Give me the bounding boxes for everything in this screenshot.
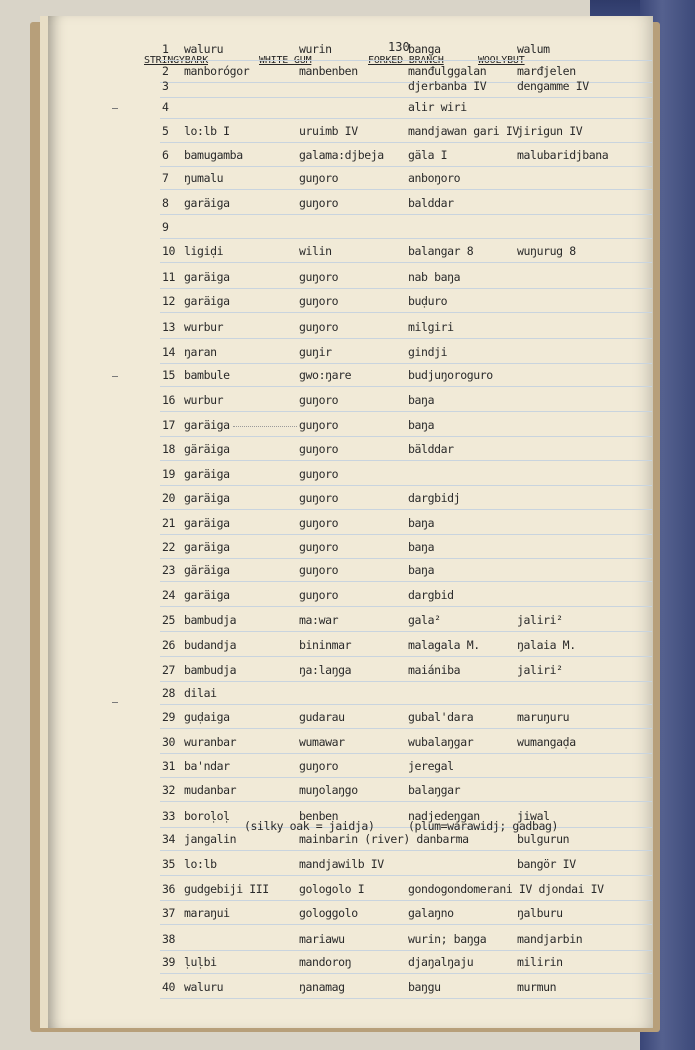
cell-c3: maiániba [408,663,461,677]
row-number: 33 [162,809,176,823]
cell-c4: ŋalaia M. [517,638,576,652]
cell-c1: manborógor [184,64,250,78]
cell-c1: ŋumalu [184,171,224,185]
cell-c1: jangalin [184,832,237,846]
cell-c4: walum [517,42,550,56]
cell-c2: gwo:ŋare [299,368,352,382]
cell-c2: galama:djbeja [299,148,384,162]
cell-c2: guŋoro [299,588,339,602]
table-row [160,926,652,951]
table-row [160,851,652,876]
cell-c3: anboŋoro [408,171,461,185]
cell-c2: guŋoro [299,540,339,554]
sub-note-right: (plum=warawidj; gadbag) [408,819,559,833]
cell-c2: guŋoro [299,563,339,577]
row-number: 5 [162,124,169,138]
cell-c3: baŋa [408,563,435,577]
row-number: 34 [162,832,176,846]
column-header-forked-branch: FORKED BRANCH [368,55,444,66]
notebook-page [40,16,653,1028]
cell-c2: mariawu [299,932,345,946]
table-row [160,582,652,607]
cell-c3: djerbanba IV [408,79,487,93]
cell-c1: garäiga [184,270,230,284]
row-number: 22 [162,540,176,554]
cell-c2: guŋoro [299,171,339,185]
row-number: 12 [162,294,176,308]
cell-c2: guŋoro [299,196,339,210]
cell-c3: budjuŋoroguro [408,368,493,382]
cell-c2: gologolo I [299,882,365,896]
cell-c3: baŋa [408,540,435,554]
cell-c2: wilin [299,244,332,258]
table-row [160,510,652,535]
cell-c4: wuŋurug 8 [517,244,576,258]
row-number: 14 [162,345,176,359]
cell-c2: uruimb IV [299,124,358,138]
row-number: 6 [162,148,169,162]
row-number: 32 [162,783,176,797]
table-row [160,387,652,412]
cell-c1: garäiga [184,294,230,308]
cell-c3: gondogondomerani IV djondai IV [408,882,604,896]
table-row [160,777,652,802]
table-row [160,461,652,486]
cell-c1: maraŋui [184,906,230,920]
cell-c2: wumawar [299,735,345,749]
row-number: 31 [162,759,176,773]
cell-c4: malubaridjbana [517,148,609,162]
cell-c4: maruŋuru [517,710,570,724]
table-row [160,165,652,190]
table-row [160,704,652,729]
row-number: 36 [162,882,176,896]
row-number: 28 [162,686,176,700]
cell-c3: jeregal [408,759,454,773]
table-row [160,190,652,215]
cell-c2: guŋoro [299,270,339,284]
cell-c2: guŋoro [299,516,339,530]
margin-mark [112,376,118,377]
cell-c3: milgiri [408,320,454,334]
row-number: 7 [162,171,169,185]
row-number: 24 [162,588,176,602]
table-row [160,632,652,657]
cell-c2: guŋoro [299,491,339,505]
cell-c1: ḷuḷbi [184,955,217,969]
row-number: 1 [162,42,169,56]
cell-c2: ŋanamag [299,980,345,994]
cell-c3: manđulggalan [408,64,487,78]
cell-c3: wubalaŋgar [408,735,474,749]
column-header-woolybut: WOOLYBUT [478,55,525,66]
table-row [160,876,652,901]
sub-note-left: (silky oak = jaidja) [244,819,375,833]
cell-c1: ba'ndar [184,759,230,773]
cell-c2: benben [299,809,339,823]
cell-c1: lo:lb [184,857,217,871]
row-number: 18 [162,442,176,456]
row-number: 13 [162,320,176,334]
row-number: 2 [162,64,169,78]
cell-c1: waluru [184,42,224,56]
cell-c1: wurbur [184,393,224,407]
cell-c2: guŋoro [299,418,339,432]
cell-c4: mandjarbin [517,932,583,946]
cell-c1: guḍaiga [184,710,230,724]
cell-c4: ŋalburu [517,906,563,920]
cell-c4: wumangaḍa [517,735,576,749]
cell-c3: djaŋalŋaju [408,955,474,969]
cell-c3: baŋa [408,393,435,407]
cell-c3: gubal'dara [408,710,474,724]
cell-c3: dargbid [408,588,454,602]
row-number: 25 [162,613,176,627]
cell-c2: guŋoro [299,320,339,334]
cell-c2: guŋoro [299,759,339,773]
cell-c3: alir wiri [408,100,467,114]
cell-c3: galaŋno [408,906,454,920]
row-number: 35 [162,857,176,871]
cell-c3: gala² [408,613,441,627]
cell-c3: gindji [408,345,448,359]
cell-c1: budandja [184,638,237,652]
table-row [160,94,652,119]
cell-c2: muŋolaŋgo [299,783,358,797]
cell-c2: bininmar [299,638,352,652]
table-row [160,339,652,364]
cell-c1: garäiga [184,418,230,432]
table-row [160,900,652,925]
cell-c1: boroḷoḷ [184,809,230,823]
table-row [160,657,652,682]
table-row [160,264,652,289]
cell-c1: gäräiga [184,442,230,456]
cell-c3: buḍuro [408,294,448,308]
cell-c2: manbenben [299,64,358,78]
row-number: 27 [162,663,176,677]
table-row [160,729,652,754]
cell-c3: baŋa [408,418,435,432]
cell-c1: ŋaran [184,345,217,359]
column-header-stringybark: STRINGYBARK [144,55,209,66]
table-row [160,142,652,167]
table-row [160,362,652,387]
cell-c4: bulgurun [517,832,570,846]
cell-c2: gudarau [299,710,345,724]
table-row [160,949,652,974]
table-row [160,557,652,582]
cell-c1: bambudja [184,663,237,677]
cell-c1: garäiga [184,196,230,210]
table-row [160,214,652,239]
row-number: 9 [162,220,169,234]
margin-mark [112,702,118,703]
cell-c1: garäiga [184,491,230,505]
table-row [160,974,652,999]
row-number: 26 [162,638,176,652]
table-row [160,436,652,461]
cell-c3: bälddar [408,442,454,456]
cell-c4: jaliri² [517,663,563,677]
table-row [160,314,652,339]
row-number: 15 [162,368,176,382]
table-row [160,118,652,143]
cell-c2: guŋir [299,345,332,359]
row-number: 20 [162,491,176,505]
cell-c1: wurbur [184,320,224,334]
table-row [160,753,652,778]
cell-c3: mandjawan gari IV [408,124,519,138]
cell-c1: wuranbar [184,735,237,749]
row-number: 38 [162,932,176,946]
cell-c4: jirigun IV [517,124,583,138]
row-number: 8 [162,196,169,210]
cell-c2: guŋoro [299,442,339,456]
cell-c2: mandoroŋ [299,955,352,969]
cell-c3: wurin; baŋga [408,932,487,946]
cell-c1: gudgebiji III [184,882,269,896]
table-row [160,412,652,437]
row-number: 37 [162,906,176,920]
cell-c1: dilai [184,686,217,700]
row-number: 39 [162,955,176,969]
cell-c1: gäräiga [184,563,230,577]
cell-c2: ŋa:laŋga [299,663,352,677]
table-row [160,288,652,313]
cell-c2: wurin [299,42,332,56]
row-number: 16 [162,393,176,407]
cell-c1: garäiga [184,516,230,530]
cell-c1: waluru [184,980,224,994]
cell-c3: dargbidj [408,491,461,505]
cell-c2: mainbarin (river) danbarma [299,832,469,846]
cell-c4: marđjelen [517,64,576,78]
cell-c1: garäiga [184,467,230,481]
row-number: 40 [162,980,176,994]
cell-c2: guŋoro [299,294,339,308]
row-number: 23 [162,563,176,577]
cell-c3: malagala M. [408,638,480,652]
table-row [160,485,652,510]
column-header-white-gum: WHITE GUM [259,55,312,66]
cell-c1: garäiga [184,540,230,554]
cell-c3: nadjedeŋgan [408,809,480,823]
cell-c1: mudanbar [184,783,237,797]
cell-c4: milirin [517,955,563,969]
cell-c1: ligiḍi [184,244,224,258]
cell-c3: banga [408,42,441,56]
cell-c3: nab baŋa [408,270,461,284]
cell-c4: murmun [517,980,557,994]
cell-c2: gologgolo [299,906,358,920]
row-number: 10 [162,244,176,258]
row-number: 21 [162,516,176,530]
cell-c3: balangar 8 [408,244,474,258]
table-row [160,238,652,263]
cell-c2: mandjawilb IV [299,857,384,871]
cell-c3: balaŋgar [408,783,461,797]
cell-c1: bambudja [184,613,237,627]
cell-c1: garäiga [184,588,230,602]
cell-c4: dengamme IV [517,79,589,93]
cell-c1: bambule [184,368,230,382]
table-row [160,534,652,559]
row-number: 11 [162,270,176,284]
cell-c3: gäla I [408,148,448,162]
table-row [160,803,652,833]
cell-c1: lo:lb I [184,124,230,138]
cell-c2: guŋoro [299,393,339,407]
cell-c1: bamugamba [184,148,243,162]
row-number: 4 [162,100,169,114]
cell-c2: guŋoro [299,467,339,481]
row-number: 30 [162,735,176,749]
page-number: 130 [388,40,410,54]
cell-c2: ma:war [299,613,339,627]
margin-mark [112,108,118,109]
cell-c3: baŋa [408,516,435,530]
row-number: 17 [162,418,176,432]
row-number: 3 [162,79,169,93]
row-number: 19 [162,467,176,481]
cell-c3: baŋgu [408,980,441,994]
table-row [160,607,652,632]
cell-c3: balddar [408,196,454,210]
row-number: 29 [162,710,176,724]
table-row [160,680,652,705]
cell-c4: jaliri² [517,613,563,627]
cell-c4: jiwal [517,809,550,823]
cell-c4: bangör IV [517,857,576,871]
table-row [160,826,652,851]
